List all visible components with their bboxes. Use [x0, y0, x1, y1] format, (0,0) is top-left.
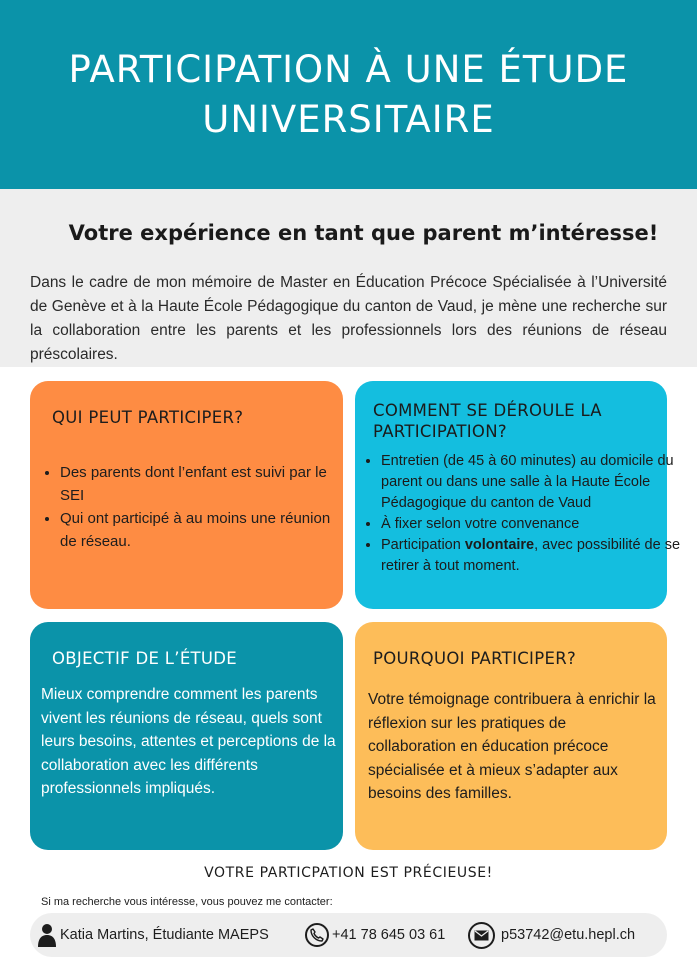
card-study-objective [30, 622, 343, 850]
contact-phone-text: +41 78 645 03 61 [332, 927, 446, 943]
card-why-participate [355, 622, 667, 850]
footer-title: VOTRE PARTICPATION EST PRÉCIEUSE! [204, 865, 493, 881]
envelope-icon [468, 922, 495, 949]
list-item [381, 535, 681, 577]
list-item: • À fixer selon votre convenance [381, 514, 681, 535]
contact-intro: Si ma recherche vous intéresse, vous pouvez me contacter: [41, 896, 333, 908]
card-how-it-works [355, 381, 681, 609]
header-banner [0, 0, 697, 189]
subtitle: Votre expérience en tant que parent m’intéresse! [68, 221, 659, 245]
card-body: Votre témoignage contribuera à enrichir la réflexion sur les pratiques de collaboration en éducation précoce spécialisée et à mieux s’adapter aux besoins des familles. [368, 691, 656, 802]
list-item: • Des parents dont l’enfant est suivi par le SEI [60, 461, 350, 507]
contact-name [38, 913, 269, 957]
item-text: Participation [381, 537, 465, 553]
contact-email-text: p53742@etu.hepl.ch [501, 927, 636, 943]
title-line-1: PARTICIPATION À UNE ÉTUDE [68, 47, 629, 91]
list-item: • Qui ont participé à au moins une réunion de réseau. [60, 507, 350, 553]
card-title: POURQUOI PARTICIPER? [373, 649, 577, 668]
list-item: • Entretien (de 45 à 60 minutes) au domicile du parent ou dans une salle à la Haute École Pédagogique du canton de Vaud [381, 451, 681, 514]
title-line-2: UNIVERSITAIRE [202, 97, 495, 141]
contact-name-text: Katia Martins, Étudiante MAEPS [60, 927, 269, 943]
bullet-list [361, 451, 681, 577]
card-title: OBJECTIF DE L’ÉTUDE [52, 649, 238, 668]
intro-paragraph: Dans le cadre de mon mémoire de Master en Éducation Précoce Spécialisée à l’Université de Genève et à la Haute École Pédagogique du canton de Vaud, je mène une recherche sur la collaboration entre les parents et les professionnels lors des réunions de réseau préscolaires. [30, 274, 667, 363]
contact-email[interactable] [468, 913, 635, 957]
page-title [39, 45, 659, 145]
contact-bar [30, 913, 667, 957]
item-bold-text: volontaire [464, 537, 535, 553]
card-who-can-participate [30, 381, 343, 609]
card-title: COMMENT SE DÉROULE LA PARTICIPATION? [373, 401, 602, 441]
contact-phone[interactable] [305, 913, 445, 957]
card-body: Mieux comprendre comment les parents vivent les réunions de réseau, quels sont leurs besoins, attentes et perceptions de la collaboration avec les différents professionnels impliqués. [41, 686, 336, 797]
bullet-list [40, 461, 350, 553]
item-text: , avec possibilité de se retirer à tout moment. [381, 537, 681, 574]
person-icon [38, 923, 56, 947]
card-title: QUI PEUT PARTICIPER? [52, 408, 244, 427]
phone-icon [305, 923, 329, 947]
